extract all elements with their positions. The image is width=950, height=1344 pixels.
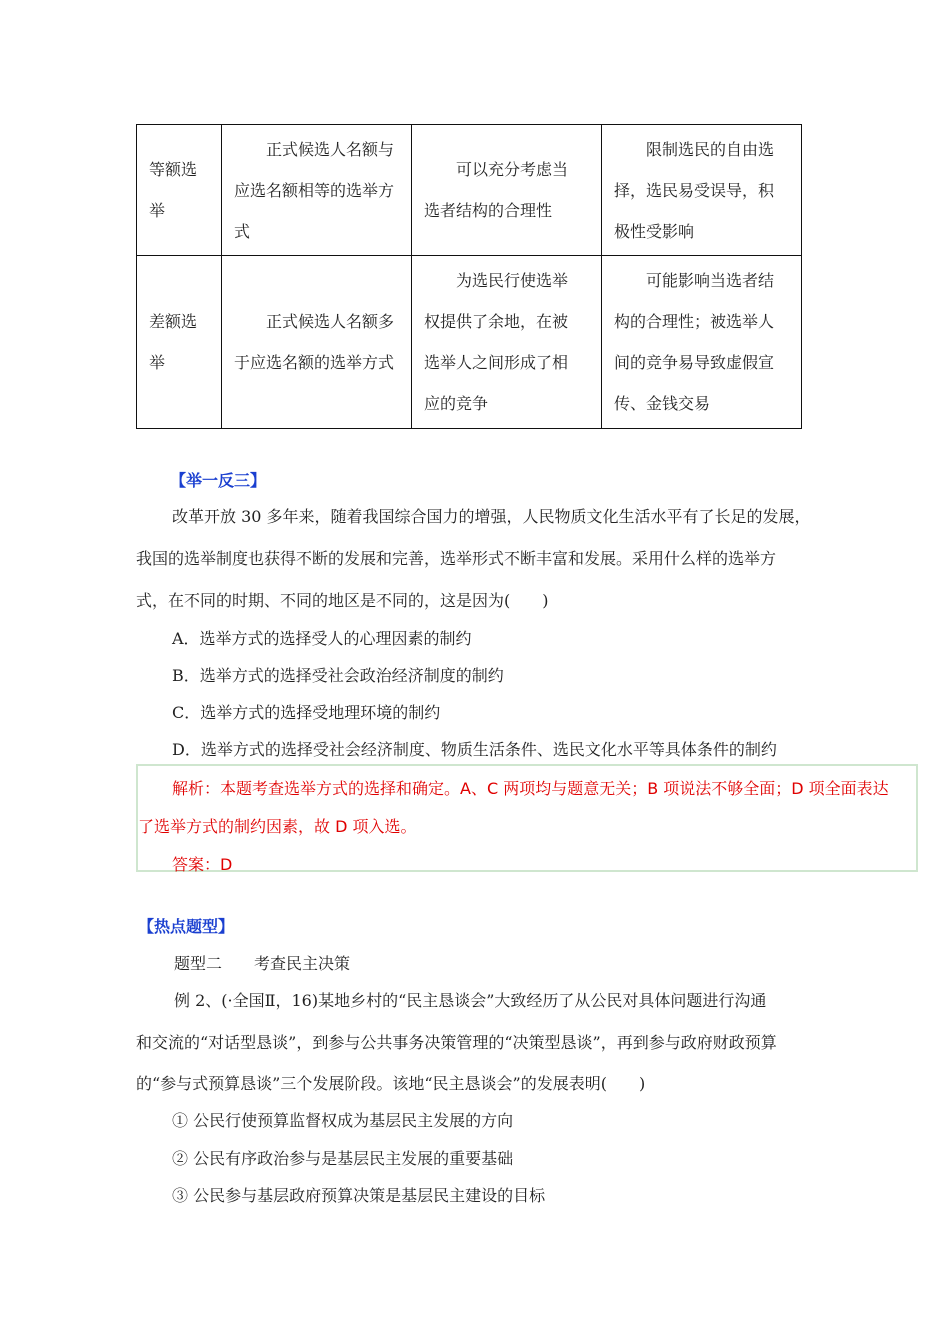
type-cell bbox=[137, 256, 222, 429]
cell-line: 选者结构的合理性 bbox=[424, 201, 553, 220]
cell-line: 限制选民的自由选 bbox=[646, 139, 775, 159]
question-stem-line: 的“参与式预算恳谈”三个发展阶段。该地“民主恳谈会”的发展表明( ) bbox=[136, 1074, 646, 1093]
cell-line: 正式候选人名额多 bbox=[266, 312, 395, 331]
cell-line: 可以充分考虑当 bbox=[456, 160, 569, 179]
cell-line: 可能影响当选者结 bbox=[646, 271, 775, 290]
type-cell bbox=[137, 125, 222, 256]
analysis-box bbox=[136, 764, 918, 872]
election-comparison-table bbox=[136, 124, 802, 429]
cell-line: 正式候选人名额与 bbox=[266, 139, 395, 159]
question-stem-line: 改革开放 30 多年来，随着我国综合国力的增强，人民物质文化生活水平有了长足的发展， bbox=[172, 507, 811, 526]
option-b: B．选举方式的选择受社会政治经济制度的制约 bbox=[172, 666, 504, 685]
cell-line: 选举人之间形成了相 bbox=[424, 353, 569, 372]
cell-line: 差额选 bbox=[149, 312, 198, 331]
cell-line: 间的竞争易导致虚假宣 bbox=[614, 353, 775, 372]
cell-line: 择，选民易受误导，积 bbox=[614, 180, 775, 200]
statement-item: ③ 公民参与基层政府预算决策是基层民主建设的目标 bbox=[172, 1186, 546, 1205]
cell-line: 为选民行使选举 bbox=[456, 271, 569, 290]
cell-line: 权提供了余地，在被 bbox=[424, 312, 569, 331]
cell-line: 等额选 bbox=[149, 160, 198, 179]
table-row bbox=[137, 256, 802, 429]
table-row bbox=[137, 125, 802, 256]
definition-cell bbox=[222, 125, 412, 256]
section-tag-hot-topic: 【热点题型】 bbox=[138, 917, 235, 936]
disadvantage-cell bbox=[602, 256, 802, 429]
option-d: D．选举方式的选择受社会经济制度、物质生活条件、选民文化水平等具体条件的制约 bbox=[172, 740, 777, 759]
question-stem-line: 我国的选举制度也获得不断的发展和完善，选举形式不断丰富和发展。采用什么样的选举方 bbox=[136, 549, 777, 568]
cell-line: 举 bbox=[149, 201, 166, 220]
analysis-line: 了选举方式的制约因素，故 D 项入选。 bbox=[138, 817, 417, 836]
question-stem-line: 和交流的“对话型恳谈”，到参与公共事务决策管理的“决策型恳谈”，再到参与政府财政预算 bbox=[136, 1033, 777, 1052]
cell-line: 式 bbox=[234, 221, 251, 241]
cell-line: 极性受影响 bbox=[614, 221, 695, 241]
option-a: A．选举方式的选择受人的心理因素的制约 bbox=[172, 629, 472, 648]
question-stem-line: 例 2、(·全国Ⅱ，16)某地乡村的“民主恳谈会”大致经历了从公民对具体问题进行沟通 bbox=[174, 991, 767, 1010]
cell-line: 传、金钱交易 bbox=[614, 394, 711, 413]
cell-line: 构的合理性；被选举人 bbox=[614, 312, 775, 331]
statement-item: ② 公民有序政治参与是基层民主发展的重要基础 bbox=[172, 1149, 514, 1168]
statement-item: ① 公民行使预算监督权成为基层民主发展的方向 bbox=[172, 1111, 514, 1130]
advantage-cell bbox=[412, 256, 602, 429]
cell-line: 于应选名额的选举方式 bbox=[234, 353, 395, 372]
cell-line: 举 bbox=[149, 353, 166, 372]
cell-line: 应的竞争 bbox=[424, 394, 489, 413]
analysis-line: 解析：本题考查选举方式的选择和确定。A、C 两项均与题意无关；B 项说法不够全面；D 项全面表达 bbox=[172, 779, 889, 798]
disadvantage-cell bbox=[602, 125, 802, 256]
option-c: C．选举方式的选择受地理环境的制约 bbox=[172, 703, 441, 722]
topic-heading: 题型二 考查民主决策 bbox=[174, 954, 351, 973]
definition-cell bbox=[222, 256, 412, 429]
section-tag-practice: 【举一反三】 bbox=[170, 471, 267, 490]
question-stem-line: 式，在不同的时期、不同的地区是不同的，这是因为( ) bbox=[136, 591, 549, 610]
answer-text: 答案：D bbox=[172, 855, 233, 874]
cell-line: 应选名额相等的选举方 bbox=[234, 180, 395, 200]
advantage-cell bbox=[412, 125, 602, 256]
